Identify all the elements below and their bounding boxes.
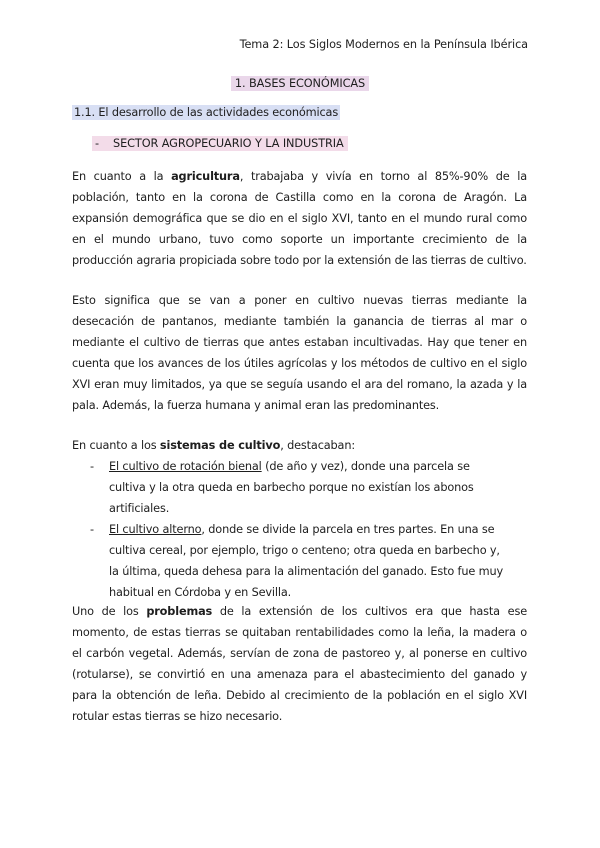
list-item-rest: (de año y vez), donde una parcela se cultiva y la otra queda en barbecho porque no existían los abonos artificiales.	[109, 460, 474, 515]
cultivation-list	[90, 456, 527, 603]
paragraph-new-lands: Esto significa que se van a poner en cultivo nuevas tierras mediante la desecación de pantanos, mediante también la ganancia de tierras al mar o mediante el cultivo de tierras que antes estaban incultivadas. Hay que tener en cuenta que los avances de los útiles agrícolas y los métodos de cultivo en el siglo XVI eran muy limitados, ya que se seguía usando el ara del romano, la azada y la pala. Además, la fuerza humana y animal eran las predominantes.	[72, 294, 527, 412]
paragraph-cultivation-systems	[72, 435, 527, 456]
bold-term: sistemas de cultivo	[159, 439, 281, 452]
bold-term: agricultura	[171, 170, 240, 183]
paragraph-text: En cuanto a la	[72, 170, 172, 183]
list-bullet: -	[90, 523, 94, 536]
sector-heading-text: SECTOR AGROPECUARIO Y LA INDUSTRIA	[113, 137, 344, 150]
paragraph-text: , trabajaba y vivía en torno al 85%-90% de la población, tanto en la corona de Castilla como en la corona de Aragón. La expansión demográfica que se dio en el siglo XVI, tanto en el mundo rural como en el mundo urbano, tuvo como soporte un importante crecimiento de la producción agraria propiciada sobre todo por la extensión de las tierras de cultivo.	[72, 170, 527, 267]
list-item-rest: , donde se divide la parcela en tres partes. En una se cultiva cereal, por ejemplo, trigo o centeno; otra queda en barbecho y, la última, queda dehesa para la alimentación del ganado. Esto fue muy habitual en Córdoba y en Sevilla.	[109, 523, 504, 599]
bold-term: problemas	[146, 605, 213, 618]
paragraph-problems	[72, 601, 527, 727]
list-item	[90, 456, 527, 519]
list-item-text	[109, 456, 509, 519]
list-bullet: -	[90, 460, 94, 473]
list-item-text	[109, 519, 509, 603]
underlined-term: El cultivo alterno	[109, 523, 202, 536]
list-item	[90, 519, 527, 603]
paragraph-text: de la extensión de los cultivos era que hasta ese momento, de estas tierras se quitaban rentabilidades como la leña, la madera o el carbón vegetal. Además, servían de zona de pastoreo y, al ponerse en cultivo (rotularse), se convirtió en una amenaza para el abastecimiento del ganado y para la obtención de leña. Debido al crecimiento de la población en el siglo XVI rotular estas tierras se hizo necesario.	[72, 605, 527, 723]
paragraph-text: En cuanto a los	[72, 439, 160, 452]
section-heading	[0, 72, 600, 91]
underlined-term: El cultivo de rotación bienal	[109, 460, 262, 473]
section-heading-text: 1. BASES ECONÓMICAS	[231, 76, 369, 91]
sector-heading-dash: -	[95, 137, 99, 150]
running-header: Tema 2: Los Siglos Modernos en la Península Ibérica	[239, 38, 528, 51]
sector-heading	[92, 136, 348, 151]
paragraph-agriculture	[72, 166, 527, 271]
subsection-heading: 1.1. El desarrollo de las actividades económicas	[74, 106, 339, 119]
paragraph-text: Uno de los	[72, 605, 147, 618]
paragraph-text: , destacaban:	[280, 439, 355, 452]
